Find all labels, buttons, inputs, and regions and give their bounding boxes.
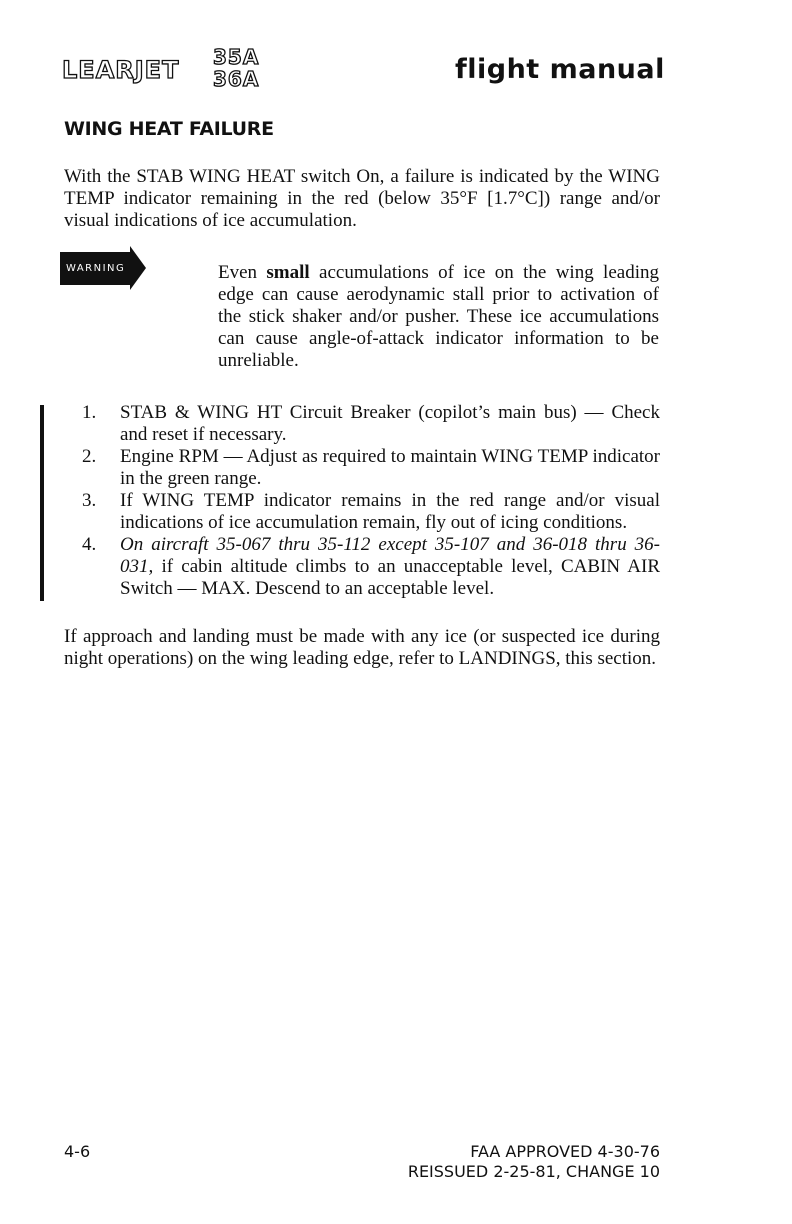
step-number: 2. <box>82 446 97 467</box>
step-text <box>120 534 660 600</box>
step-text: Engine RPM — Adjust as required to maintain WING TEMP indicator in the green range. <box>120 446 660 489</box>
step-item <box>82 534 660 600</box>
warning-text-post: accumulations of ice on the wing leading edge can cause aerodynamic stall prior to activation of the stick shaker and/or pusher. These ice accumulations can cause angle-of-attack indicator information to be unreliable. <box>218 262 659 371</box>
step-item <box>82 402 660 446</box>
faa-approved: FAA APPROVED 4-30-76 <box>470 1142 660 1161</box>
warning-label: WARNING <box>60 252 131 285</box>
warning-text-bold: small <box>266 262 310 283</box>
step-number: 3. <box>82 490 97 511</box>
step-text: If WING TEMP indicator remains in the red range and/or visual indications of ice accumulation remain, fly out of icing conditions. <box>120 490 660 533</box>
step-number: 1. <box>82 402 97 423</box>
procedure-steps <box>82 402 660 600</box>
step-effectivity: On aircraft 35-067 thru 35-112 except 35-107 and 36-018 thru 36-031, <box>120 534 660 577</box>
step-item <box>82 490 660 534</box>
step-item <box>82 446 660 490</box>
model-designation <box>213 46 259 90</box>
page-number: 4-6 <box>64 1142 91 1161</box>
final-paragraph: If approach and landing must be made with any ice (or suspected ice during night operations) on the wing leading edge, refer to LANDINGS, this section. <box>64 626 660 669</box>
learjet-logo: LEARJET <box>62 56 180 84</box>
model-36a: 36A <box>213 67 260 91</box>
reissued-line: REISSUED 2-25-81, CHANGE 10 <box>407 1162 660 1181</box>
manual-title: flight manual <box>455 54 665 85</box>
warning-text <box>218 262 659 372</box>
change-bar <box>40 405 44 601</box>
section-title: WING HEAT FAILURE <box>64 118 274 140</box>
step-text-rest: if cabin altitude climbs to an unacceptable level, CABIN AIR Switch — MAX. Descend to an acceptable level. <box>120 556 660 599</box>
warning-arrow-icon <box>130 246 146 290</box>
warning-tag <box>60 246 146 290</box>
intro-paragraph: With the STAB WING HEAT switch On, a failure is indicated by the WING TEMP indicator remaining in the red (below 35°F [1.7°C]) range and/or visual indications of ice accumulation. <box>64 166 660 231</box>
revision-block <box>408 1142 660 1182</box>
warning-text-pre: Even <box>218 262 267 283</box>
step-text: STAB & WING HT Circuit Breaker (copilot’s main bus) — Check and reset if necessary. <box>120 402 660 445</box>
step-number: 4. <box>82 534 97 555</box>
model-35a: 35A <box>213 45 260 69</box>
